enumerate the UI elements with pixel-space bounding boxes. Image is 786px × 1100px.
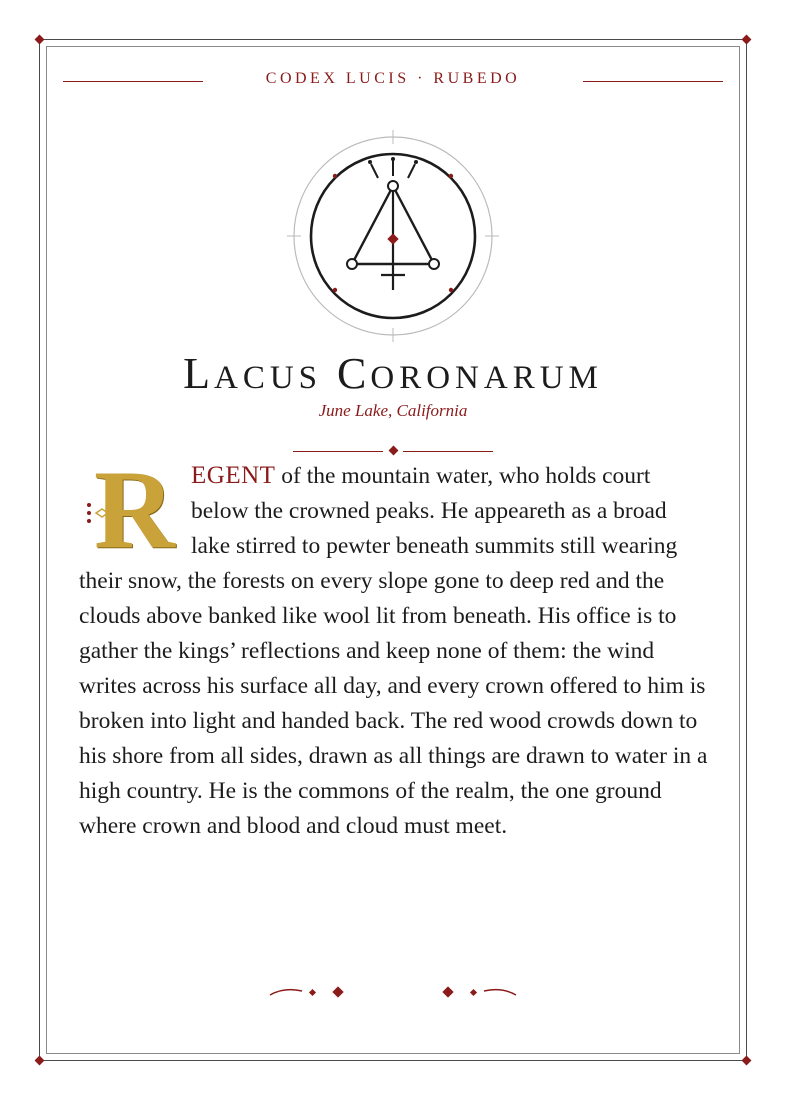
drop-cap-space [79, 448, 191, 572]
lake-sigil-icon [287, 130, 499, 342]
title-second-rest: ORONARUM [370, 360, 603, 396]
footer-flourish-icon [268, 980, 518, 1004]
body-paragraph: of the mountain water, who holds court below the crowned peaks. He appeareth as a broad lake stirred to pewter beneath summits still wearing their snow, the forests on every slope gone to deep red and the clouds above banked like wool lit from beneath. His office is to gather the kings’ reflections and keep none of them: the wind writes across his surface all day, and every crown offered to him is broken into light and handed back. The red wood crowds down to his shore from all sides, drawn as all things are drawn to water in a high country. He is the commons of the realm, the one ground where crown and blood and cloud must meet. [79, 463, 708, 839]
lead-word: EGENT [191, 462, 276, 489]
divider-rule-left [293, 451, 383, 452]
codex-header: CODEX LUCIS · RUBEDO [265, 70, 521, 87]
title-first-rest: ACUS [213, 360, 323, 396]
entry-body [79, 448, 709, 844]
entry-subtitle: June Lake, California [318, 401, 468, 420]
divider-rule-right [403, 451, 493, 452]
drop-cap: R [94, 448, 175, 572]
title-second-initial: C [337, 349, 371, 398]
corner-ornament-br [742, 1056, 752, 1066]
entry-title [0, 348, 786, 399]
title-first-initial: L [183, 349, 214, 398]
